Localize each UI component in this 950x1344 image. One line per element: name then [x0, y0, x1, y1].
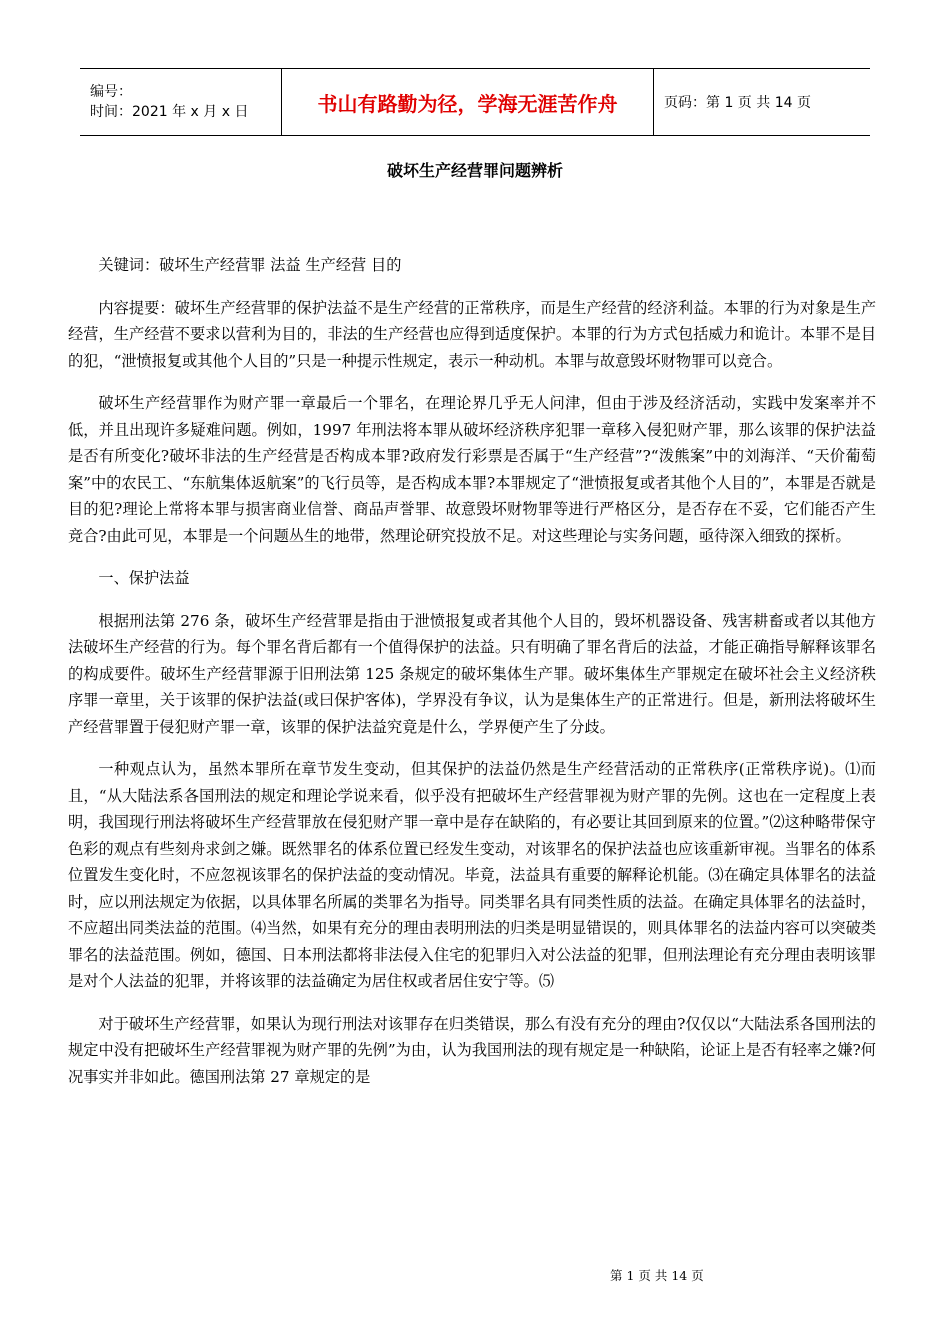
page-footer: 第 1 页 共 14 页: [610, 1268, 704, 1283]
keywords-paragraph: 关键词：破坏生产经营罪 法益 生产经营 目的: [98, 256, 402, 274]
body-paragraph: 破坏生产经营罪作为财产罪一章最后一个罪名，在理论界几乎无人问津，但由于涉及经济活动，实践中发案率并不低，并且出现许多疑难问题。例如，1997 年刑法将本罪从破坏经济秩序犯罪一章移入侵犯财产罪，那么该罪的保护法益是否有所变化?破坏非法的生产经营是否构成本罪?政府发行彩票是否属于“生产经营”?“泼熊案”中的刘海洋、“天价葡萄案”中的农民工、“东航集体返航案”的飞行员等，是否构成本罪?本罪规定了“泄愤报复或者其他个人目的”，本罪是否就是目的犯?理论上常将本罪与损害商业信誉、商品声誉罪、故意毁坏财物罪等进行严格区分，是否存在不妥，它们能否产生竞合?由此可见，本罪是一个问题丛生的地带，然理论研究投放不足。对这些理论与实务问题，亟待深入细致的探析。: [68, 394, 876, 545]
time-label: 时间：2021 年 x 月 x 日: [90, 104, 249, 120]
header-page-cell: [654, 69, 870, 135]
document-title: 破坏生产经营罪问题辨析: [386, 161, 563, 180]
number-label: 编号：: [90, 84, 132, 100]
header-meta: [80, 69, 282, 135]
page-header: [80, 68, 870, 136]
motto: 书山有路勤为径，学海无涯苦作舟: [317, 91, 618, 116]
document-body: [68, 252, 876, 1106]
page-label: 页码：第 1 页 共 14 页: [664, 95, 811, 111]
abstract-paragraph: 内容提要：破坏生产经营罪的保护法益不是生产经营的正常秩序，而是生产经营的经济利益。本罪的行为对象是生产经营，生产经营不要求以营利为目的，非法的生产经营也应得到适度保护。本罪的行为方式包括威力和诡计。本罪不是目的犯，“泄愤报复或其他个人目的”只是一种提示性规定，表示一种动机。本罪与故意毁坏财物罪可以竞合。: [68, 298, 876, 370]
body-paragraph: 一种观点认为，虽然本罪所在章节发生变动，但其保护的法益仍然是生产经营活动的正常秩序(正常秩序说)。⑴而且，“从大陆法系各国刑法的规定和理论学说来看，似乎没有把破坏生产经营罪视为财产罪的先例。这也在一定程度上表明，我国现行刑法将破坏生产经营罪放在侵犯财产罪一章中是存在缺陷的，有必要让其回到原来的位置。”⑵这种略带保守色彩的观点有些刻舟求剑之嫌。既然罪名的体系位置已经发生变动，对该罪名的保护法益也应该重新审视。当罪名的体系位置发生变化时，不应忽视该罪名的保护法益的变动情况。毕竟，法益具有重要的解释论机能。⑶在确定具体罪名的法益时，应以刑法规定为依据，以具体罪名所属的类罪名为指导。同类罪名具有同类性质的法益。在确定具体罪名的法益时，不应超出同类法益的范围。⑷当然，如果有充分的理由表明刑法的归类是明显错误的，则具体罪名的法益内容可以突破类罪名的法益范围。例如，德国、日本刑法都将非法侵入住宅的犯罪归入对公法益的犯罪，但刑法理论有充分理由表明该罪是对个人法益的犯罪，并将该罪的法益确定为居住权或者居住安宁等。⑸: [68, 760, 876, 990]
body-paragraph: 根据刑法第 276 条，破坏生产经营罪是指由于泄愤报复或者其他个人目的，毁坏机器设备、残害耕畜或者以其他方法破坏生产经营的行为。每个罪名背后都有一个值得保护的法益。只有明确了罪名背后的法益，才能正确指导解释该罪名的构成要件。破坏生产经营罪源于旧刑法第 125 条规定的破坏集体生产罪。破坏集体生产罪规定在破坏社会主义经济秩序罪一章里，关于该罪的保护法益(或曰保护客体)，学界没有争议，认为是集体生产的正常进行。但是，新刑法将破坏生产经营罪置于侵犯财产罪一章，该罪的保护法益究竟是什么，学界便产生了分歧。: [68, 611, 876, 736]
body-paragraph: 对于破坏生产经营罪，如果认为现行刑法对该罪存在归类错误，那么有没有充分的理由?仅仅以“大陆法系各国刑法的规定中没有把破坏生产经营罪视为财产罪的先例”为由，认为我国刑法的现有规定是一种缺陷，论证上是否有轻率之嫌?何况事实并非如此。德国刑法第 27 章规定的是: [68, 1014, 876, 1086]
section-heading: 一、保护法益: [98, 569, 190, 587]
header-motto-cell: [282, 69, 654, 135]
